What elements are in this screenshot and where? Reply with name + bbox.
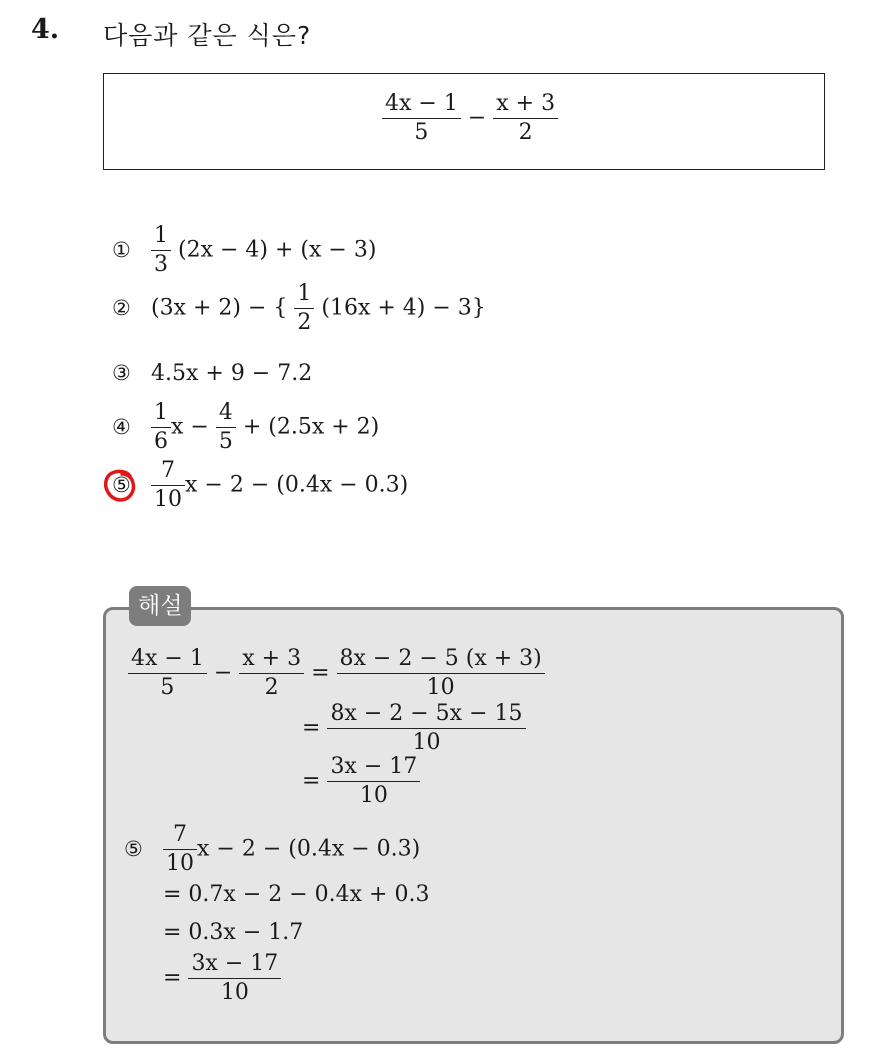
equals: =: [302, 715, 321, 741]
choice-text: 4.5x + 9 − 7.2: [151, 361, 313, 386]
choice-1[interactable]: [112, 225, 376, 276]
solution-five-line-3: = 0.3x − 1.7: [163, 920, 304, 945]
expr-frac2-num: x + 3: [493, 93, 558, 119]
frac-num: 4: [216, 402, 236, 428]
frac-num: 7: [163, 824, 197, 850]
choice-text: (3x + 2) − {: [151, 295, 288, 321]
solution-line-1: [128, 648, 545, 699]
choice-5[interactable]: [112, 460, 408, 511]
frac-num: 4x − 1: [128, 648, 207, 674]
frac-num: 3x − 17: [327, 756, 420, 782]
frac-den: 10: [220, 980, 249, 1005]
choice-text: x −: [171, 414, 216, 440]
expr-op: −: [467, 105, 487, 131]
choice-text: x − 2 − (0.4x − 0.3): [185, 472, 409, 498]
frac-den: 6: [154, 429, 168, 454]
frac-num: 8x − 2 − 5 (x + 3): [337, 648, 545, 674]
frac-den: 3: [154, 252, 168, 277]
frac-num: 1: [151, 225, 171, 251]
operator: −: [213, 660, 233, 686]
expr-frac1-den: 5: [414, 120, 429, 145]
frac-den: 5: [160, 675, 175, 700]
frac-num: 3x − 17: [188, 953, 281, 979]
choice-text: (2x − 4) + (x − 3): [178, 237, 377, 263]
frac-den: 10: [359, 783, 388, 808]
solution-line-3: [302, 756, 420, 807]
choice-mark: ②: [112, 295, 131, 320]
choice-mark: ⑤: [124, 836, 143, 861]
frac-den: 10: [166, 851, 194, 876]
frac-num: 1: [294, 283, 314, 309]
solution-five-line-4: [163, 953, 281, 1004]
choice-mark: ④: [112, 414, 131, 439]
frac-num: x + 3: [239, 648, 304, 674]
choice-mark: ⑤: [112, 472, 131, 497]
equals: =: [302, 768, 321, 794]
expression: [382, 93, 558, 144]
solution-text: x − 2 − (0.4x − 0.3): [197, 836, 421, 862]
frac-den: 2: [264, 675, 279, 700]
answer-circle-icon: [103, 467, 137, 503]
choice-text: + (2.5x + 2): [235, 414, 380, 440]
solution-five-line-2: = 0.7x − 2 − 0.4x + 0.3: [163, 882, 430, 907]
choice-4[interactable]: [112, 402, 379, 453]
frac-den: 10: [426, 675, 455, 700]
frac-den: 2: [297, 310, 312, 335]
expr-frac2-den: 2: [518, 120, 533, 145]
frac-num: 8x − 2 − 5x − 15: [327, 703, 525, 729]
question-number: 4.: [31, 14, 60, 45]
solution-five-line-1: [124, 824, 420, 875]
question-text: 다음과 같은 식은?: [103, 21, 312, 50]
choice-text: (16x + 4) − 3}: [321, 295, 486, 321]
solution-tag: 해설: [129, 586, 191, 626]
choice-3[interactable]: [112, 363, 312, 385]
choice-mark: ③: [112, 361, 131, 385]
frac-den: 10: [412, 730, 441, 755]
frac-num: 7: [151, 460, 185, 486]
frac-den: 10: [154, 487, 182, 512]
equals: =: [163, 965, 182, 991]
expr-frac1-num: 4x − 1: [382, 93, 461, 119]
equals: =: [311, 660, 330, 686]
choice-2[interactable]: [112, 283, 486, 334]
solution-line-2: [302, 703, 526, 754]
frac-den: 5: [218, 429, 233, 454]
frac-num: 1: [151, 402, 171, 428]
choice-mark: ①: [112, 237, 131, 262]
